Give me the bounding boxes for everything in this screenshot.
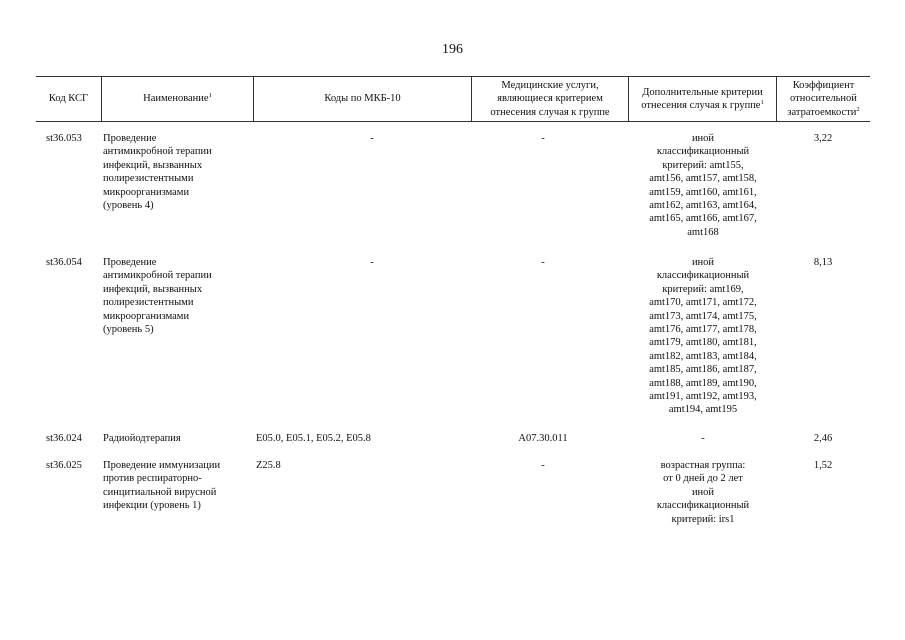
row-services: - xyxy=(541,133,545,144)
row-code: st36.024 xyxy=(46,433,82,444)
row-criteria: иной классификационный критерий: amt155, amt156, amt157, amt158, amt159, amt160, amt161, amt162, amt163, amt164, amt165, amt166, amt167, amt168 xyxy=(649,133,757,238)
header-mkb: Коды по МКБ-10 xyxy=(253,77,471,121)
row-mkb-codes: Z25.8 xyxy=(256,460,281,471)
page-number: 196 xyxy=(442,42,463,57)
header-coefficient: Коэффициент относительной затратоемкости$^2$ xyxy=(776,77,870,121)
row-mkb-codes: E05.0, E05.1, E05.2, E05.8 xyxy=(256,433,371,444)
row-name: Проведение антимикробной терапии инфекций, вызванных полирезистентными микроорганизмами (уровень 5) xyxy=(103,257,212,336)
row-criteria: иной классификационный критерий: amt169, amt170, amt171, amt172, amt173, amt174, amt175, amt176, amt177, amt178, amt179, amt180, amt181, amt182, amt183, amt184, amt185, amt186, amt187, amt188, amt189, amt190, amt191, amt192, amt193, amt194, amt195 xyxy=(649,257,757,416)
row-mkb-codes: - xyxy=(370,257,374,268)
row-services: - xyxy=(541,460,545,471)
row-criteria: - xyxy=(701,433,705,444)
header-name: Наименование$^1$ xyxy=(101,77,253,121)
ksg-table xyxy=(36,76,870,525)
row-mkb-codes: - xyxy=(370,133,374,144)
row-name: Проведение антимикробной терапии инфекций, вызванных полирезистентными микроорганизмами (уровень 4) xyxy=(103,133,212,212)
row-coefficient: 2,46 xyxy=(813,433,833,444)
row-coefficient: 1,52 xyxy=(813,460,833,471)
row-criteria: возрастная группа: от 0 дней до 2 лет иной классификационный критерий: irs1 xyxy=(656,460,750,525)
row-name: Проведение иммунизации против респираторно- синцитиальной вирусной инфекции (уровень 1) xyxy=(103,460,221,512)
header-code: Код КСГ xyxy=(48,93,89,105)
row-code: st36.053 xyxy=(46,133,82,144)
row-coefficient: 8,13 xyxy=(813,257,833,268)
row-code: st36.025 xyxy=(46,460,82,471)
row-coefficient: 3,22 xyxy=(813,133,833,144)
header-criteria: Дополнительные критерии отнесения случая к группе$^1$ xyxy=(628,77,776,121)
row-name: Радиойодтерапия xyxy=(103,433,181,444)
row-services: - xyxy=(541,257,545,268)
header-services: Медицинские услуги, являющиеся критерием отнесения случая к группе xyxy=(471,77,628,121)
row-services: A07.30.011 xyxy=(518,433,568,444)
row-code: st36.054 xyxy=(46,257,82,268)
table-header xyxy=(36,76,870,122)
